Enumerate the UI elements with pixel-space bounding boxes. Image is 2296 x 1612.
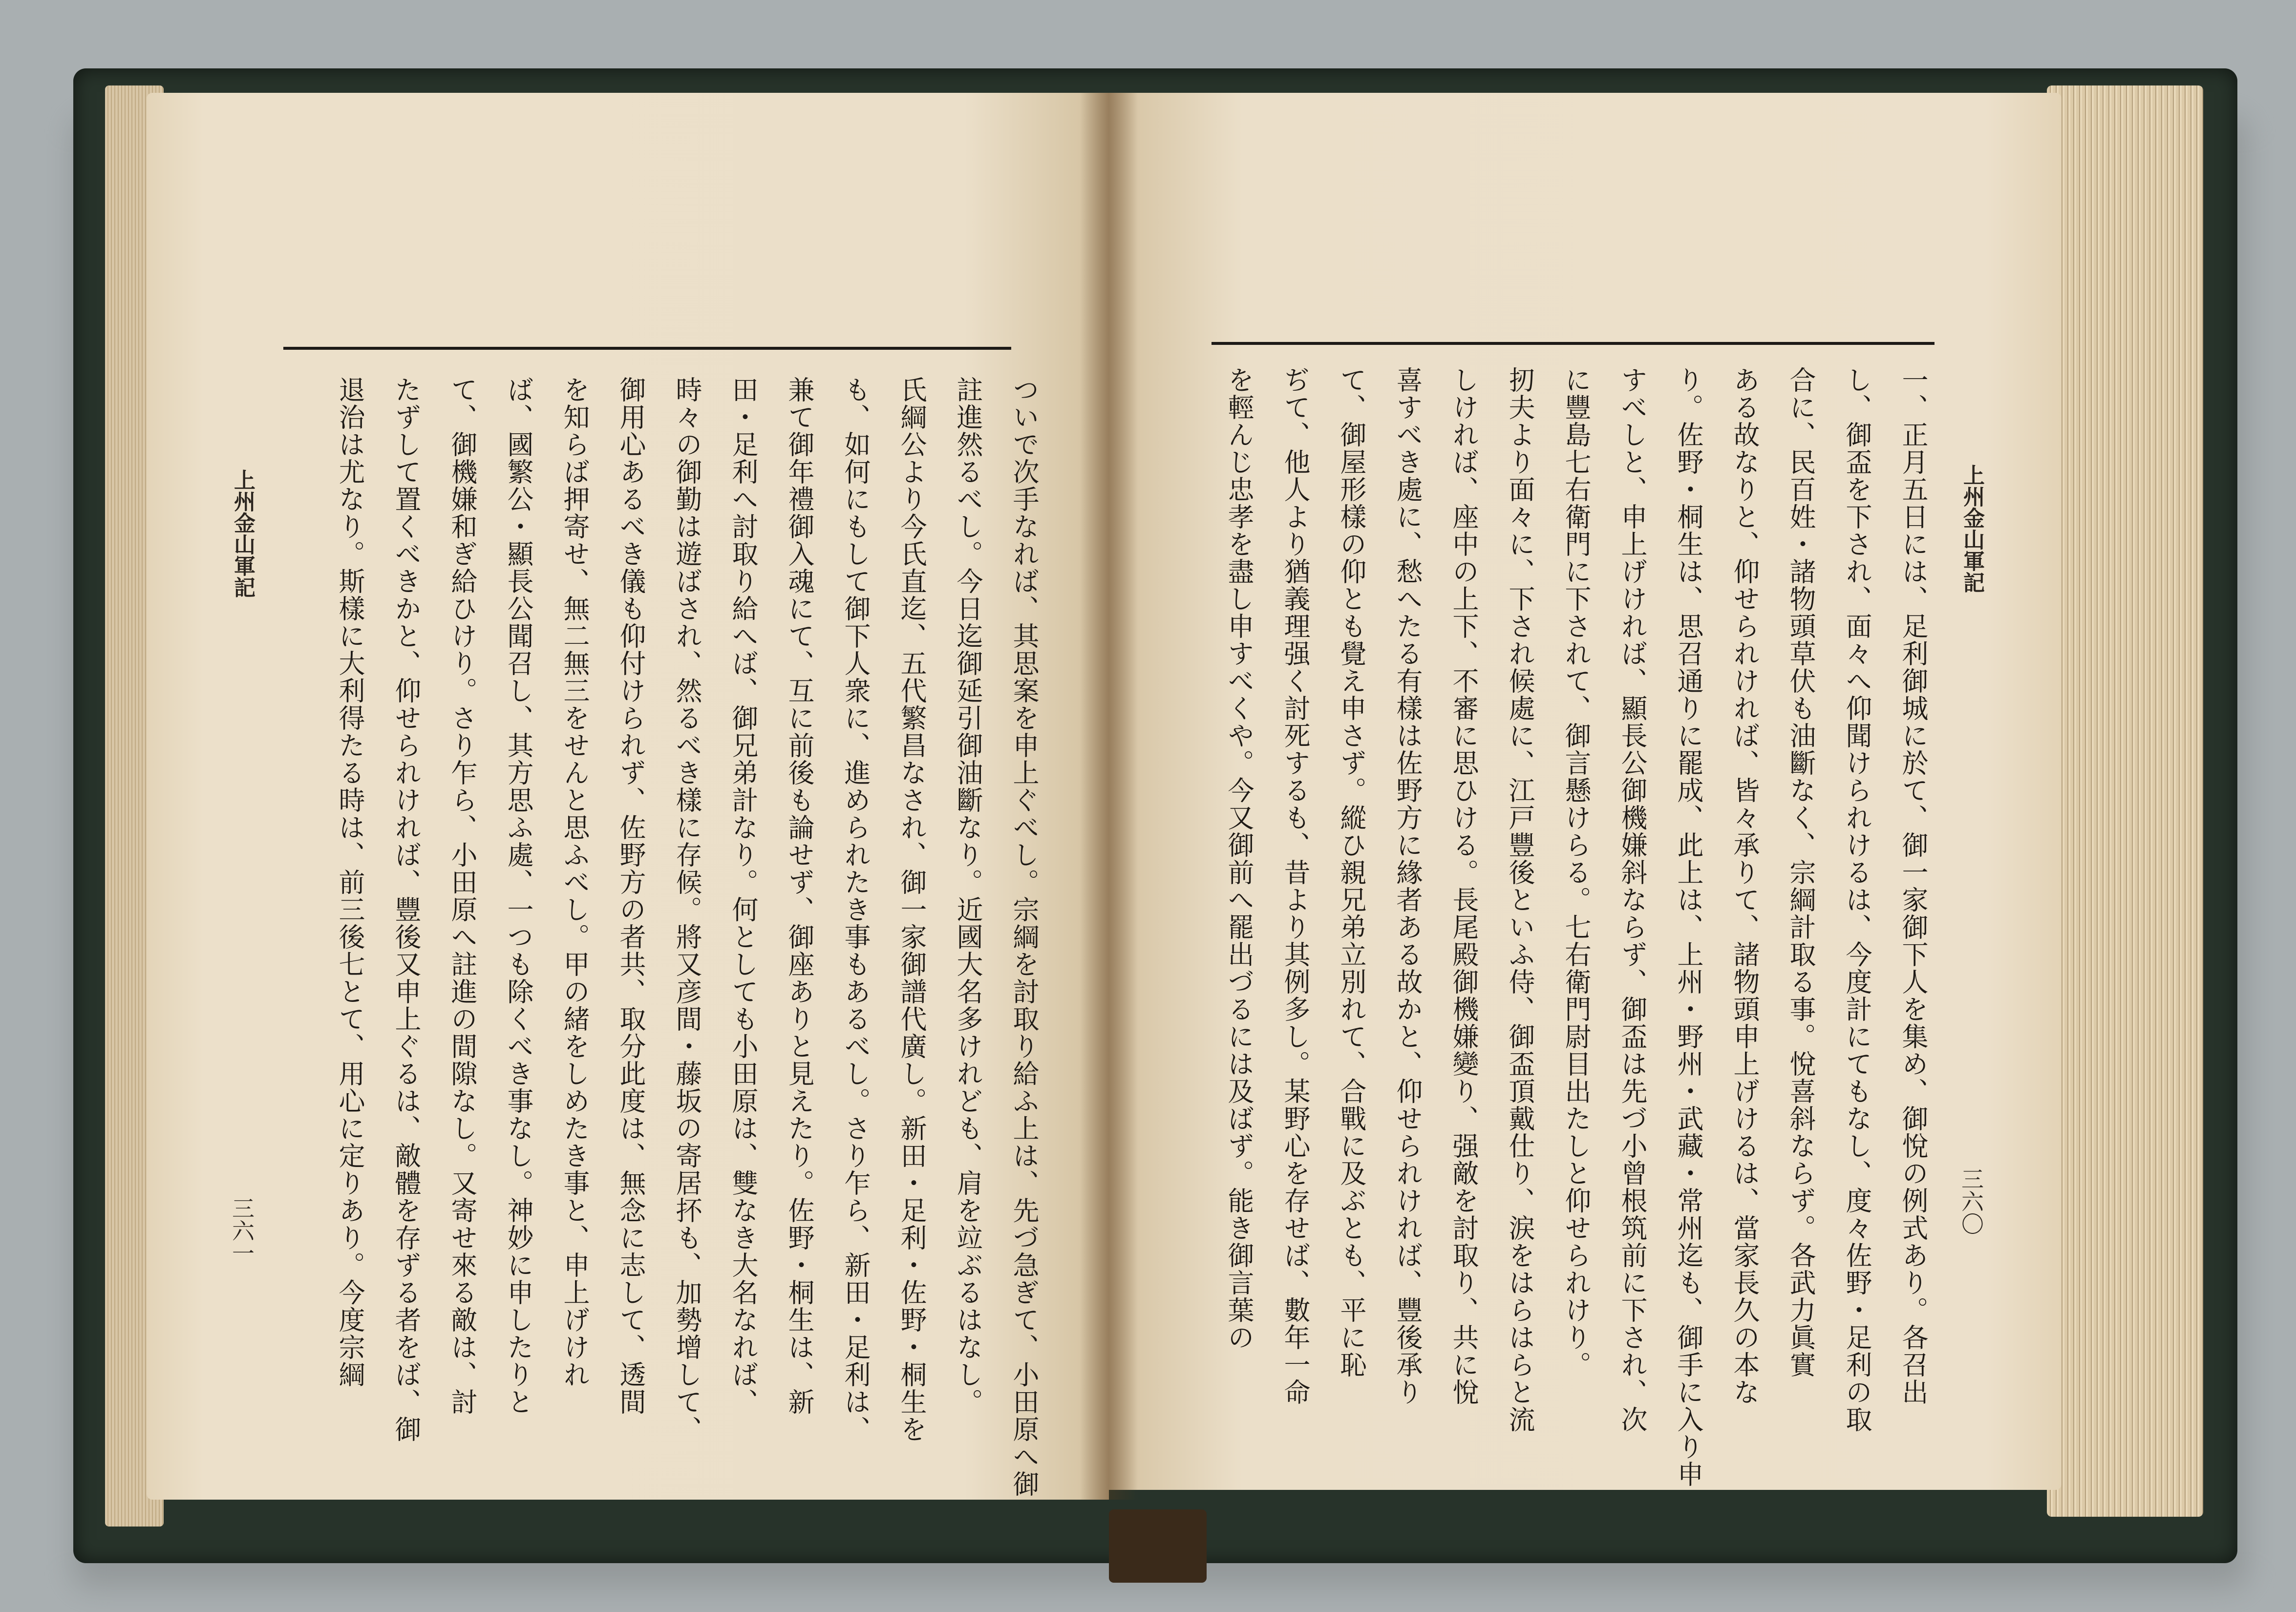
left-column-12: たずして置くべきかと、仰せられければ、豐後又申上ぐるは、敵體を存ずる者をば、御 (391, 376, 422, 1443)
left-column-10: ば、國繁公・顯長公聞召し、其方思ふ處、一つも除くべき事なし。神妙に申したりと (503, 376, 534, 1416)
left-page (147, 93, 1109, 1500)
left-column-6: 田・足利へ討取り給へば、御兄弟計なり。何としても小田原は、雙なき大名なれば、 (728, 376, 759, 1416)
left-column-1: ついで次手なれば、其思案を申上ぐべし。宗綱を討取り給ふ上は、先づ急ぎて、小田原へ御 (1009, 376, 1040, 1498)
right-column-5: り。佐野・桐生は、思召通りに罷成、此上は、上州・野州・武藏・常州迄も、御手に入り申 (1673, 366, 1704, 1488)
left-column-2: 註進然るべし。今日迄御延引御油斷なり。近國大名多けれども、肩を竝ぶるはなし。 (953, 376, 983, 1416)
left-running-head: 上州金山軍記 (230, 469, 255, 598)
right-column-7: に豐島七右衛門に下されて、御言懸けらる。七右衛門尉目出たしと仰せられけり。 (1561, 366, 1592, 1379)
book-gutter (1080, 93, 1138, 1500)
right-column-8: 扨夫より面々に、下され候處に、江戸豐後といふ侍、御盃頂戴仕り、涙をはらはらと流 (1505, 366, 1535, 1433)
right-page-edges (2047, 85, 2203, 1517)
right-column-9: しければ、座中の上下、不審に思ひける。長尾殿御機嫌變り、强敵を討取り、共に悅 (1448, 366, 1479, 1406)
right-top-rule (1212, 342, 1935, 345)
right-column-2: し、御盃を下され、面々へ仰聞けられけるは、今度計にてもなし、度々佐野・足利の取 (1842, 366, 1872, 1433)
right-column-6: すべしと、申上げければ、顯長公御機嫌斜ならず、御盃は先づ小曾根筑前に下され、次 (1617, 366, 1648, 1433)
left-column-5: 兼て御年禮御入魂にて、互に前後も論せず、御座ありと見えたり。佐野・桐生は、新 (784, 376, 815, 1416)
left-column-11: て、御機嫌和ぎ給ひけり。さり乍ら、小田原へ註進の間隙なし。又寄せ來る敵は、討 (447, 376, 478, 1416)
right-page-number: 三六〇 (1958, 1167, 1984, 1235)
right-page (1109, 93, 2062, 1490)
left-column-8: 御用心あるべき儀も仰付けられず、佐野方の者共、取分此度は、無念に志して、透間 (616, 376, 646, 1416)
left-column-4: も、如何にもして御下人衆に、進められたき事もあるべし。さり乍ら、新田・足利は、 (840, 376, 871, 1443)
right-column-10: 喜すべき處に、愁へたる有樣は佐野方に緣者ある故かと、仰せられければ、豐後承り (1392, 366, 1423, 1406)
left-column-9: を知らば押寄せ、無二無三をせんと思ふべし。甲の緒をしめたき事と、申上げけれ (559, 376, 590, 1388)
right-running-head: 上州金山軍記 (1959, 464, 1984, 593)
right-column-3: 合に、民百姓・諸物頭草伏も油斷なく、宗綱計取る事。悅喜斜ならず。各武力眞實 (1786, 366, 1816, 1379)
left-column-13: 退治は尤なり。斯樣に大利得たる時は、前三後七とて、用心に定りあり。今度宗綱 (335, 376, 365, 1388)
left-column-3: 氏綱公より今氏直迄、五代繁昌なされ、御一家御譜代廣し。新田・足利・佐野・桐生を (896, 376, 927, 1443)
right-column-12: ぢて、他人より猶義理强く討死するも、昔より其例多し。某野心を存せば、數年一命 (1280, 366, 1311, 1406)
left-page-number: 三六一 (229, 1197, 255, 1264)
right-column-13: を輕んじ忠孝を盡し申すべくや。今又御前へ罷出づるには及ばず。能き御言葉の (1224, 366, 1254, 1351)
right-column-4: ある故なりと、仰せられければ、皆々承りて、諸物頭申上げけるは、當家長久の本な (1729, 366, 1760, 1406)
left-column-7: 時々の御勤は遊ばされ、然るべき樣に存候。將又彦間・藤坂の寄居抔も、加勢增して、 (672, 376, 702, 1443)
left-top-rule (283, 347, 1011, 350)
right-column-11: て、御屋形樣の仰とも覺え申さず。縱ひ親兄弟立別れて、合戰に及ぶとも、平に恥 (1336, 366, 1367, 1379)
right-column-1: 一、正月五日には、足利御城に於て、御一家御下人を集め、御悅の例式あり。各召出 (1898, 366, 1929, 1406)
